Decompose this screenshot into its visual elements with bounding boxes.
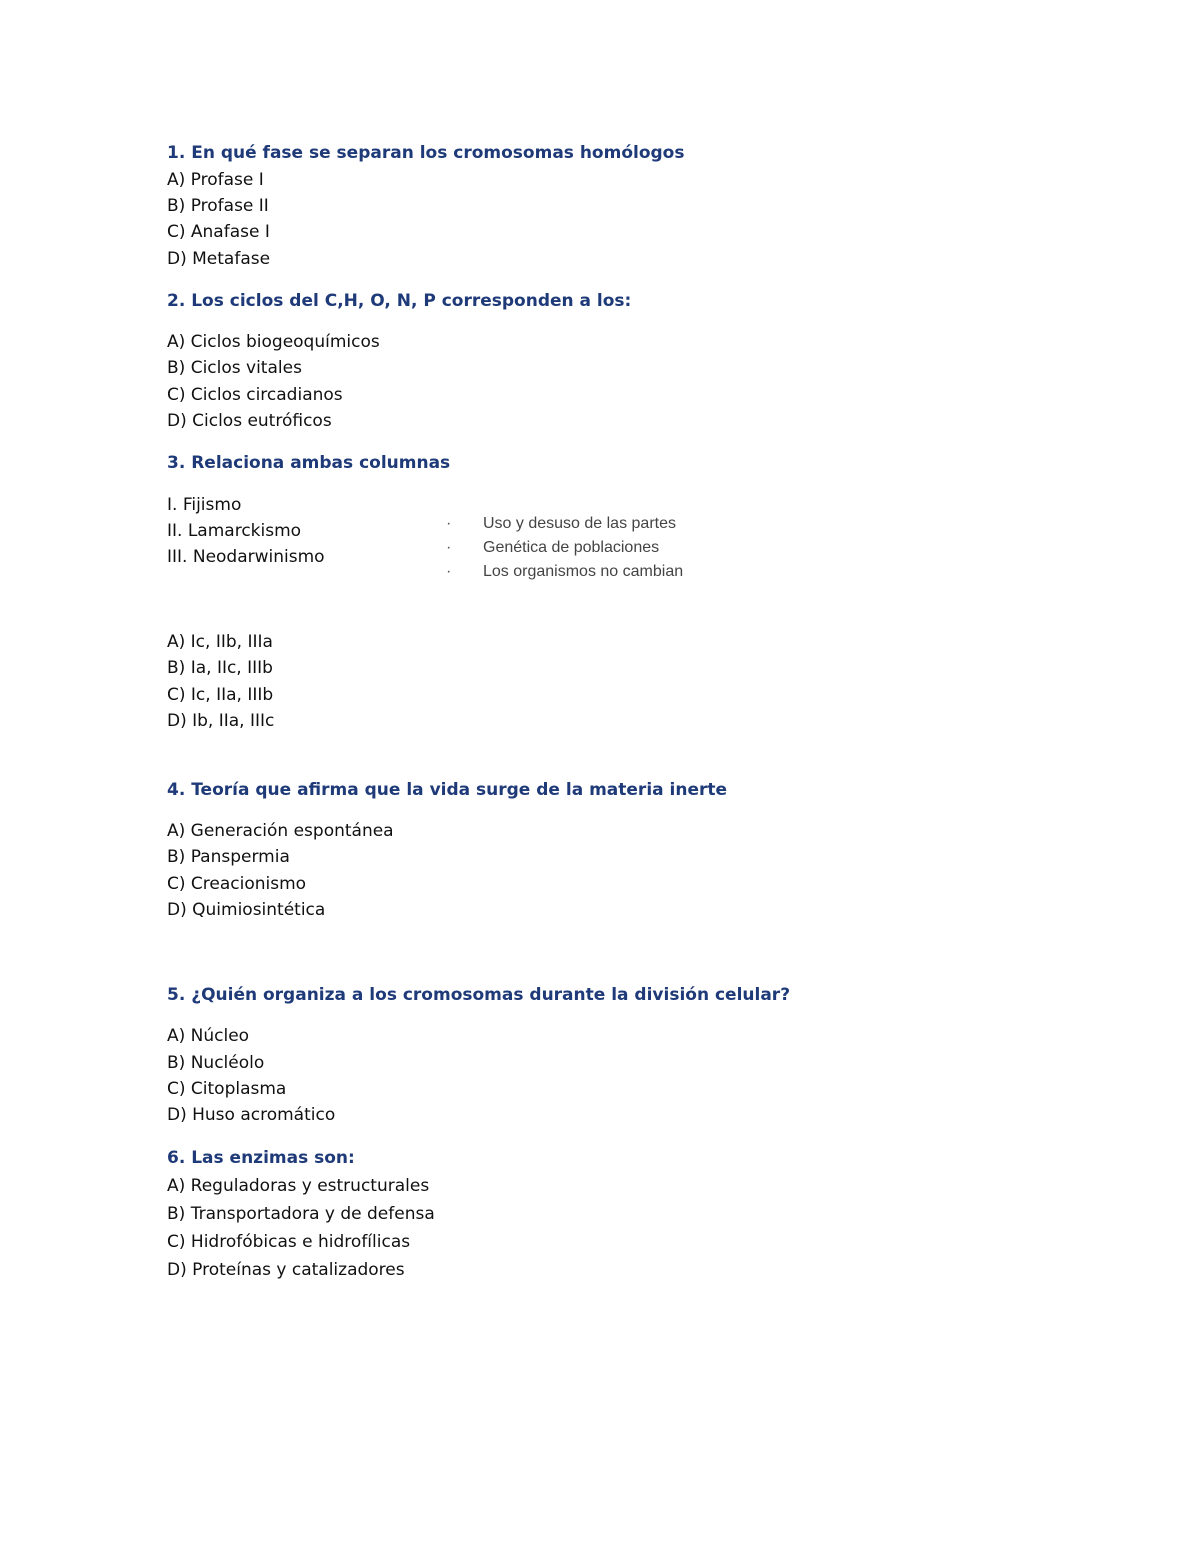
question-5-option-a: A) Núcleo [167, 1026, 250, 1046]
question-4-option-a: A) Generación espontánea [167, 821, 394, 841]
bullet-icon: · [446, 539, 452, 556]
question-4-option-b: B) Panspermia [167, 847, 290, 867]
question-3-title: 3. Relaciona ambas columnas [167, 453, 451, 473]
question-3-left-item-1: I. Fijismo [167, 495, 242, 515]
question-2-title: 2. Los ciclos del C,H, O, N, P corresponden a los: [167, 291, 632, 311]
question-6-option-a: A) Reguladoras y estructurales [167, 1176, 430, 1196]
question-2-option-b: B) Ciclos vitales [167, 358, 302, 378]
question-4-option-c: C) Creacionismo [167, 874, 307, 894]
question-3-right-item-1-text: Uso y desuso de las partes [483, 515, 676, 532]
question-6-option-d: D) Proteínas y catalizadores [167, 1260, 405, 1280]
question-2-option-c: C) Ciclos circadianos [167, 385, 343, 405]
question-5-title: 5. ¿Quién organiza a los cromosomas durante la división celular? [167, 985, 791, 1005]
question-3-option-c: C) Ic, IIa, IIIb [167, 685, 274, 705]
bullet-icon: · [446, 563, 452, 580]
question-3-left-item-3: III. Neodarwinismo [167, 547, 325, 567]
question-3-option-b: B) Ia, IIc, IIIb [167, 658, 273, 678]
bullet-icon: · [446, 515, 452, 532]
question-3-option-d: D) Ib, IIa, IIIc [167, 711, 275, 731]
question-3-left-item-2: II. Lamarckismo [167, 521, 302, 541]
question-6-option-b: B) Transportadora y de defensa [167, 1204, 435, 1224]
question-3-option-a: A) Ic, IIb, IIIa [167, 632, 273, 652]
question-1-option-d: D) Metafase [167, 249, 271, 269]
question-3-right-item-1 [446, 513, 676, 535]
question-6-title: 6. Las enzimas son: [167, 1148, 355, 1168]
question-1-option-c: C) Anafase I [167, 222, 270, 242]
question-5-option-d: D) Huso acromático [167, 1105, 336, 1125]
question-3-right-item-3 [446, 561, 683, 583]
question-3-right-item-2 [446, 537, 659, 559]
question-2-option-a: A) Ciclos biogeoquímicos [167, 332, 380, 352]
question-3-right-item-2-text: Genética de poblaciones [483, 539, 660, 556]
question-1-option-a: A) Profase I [167, 170, 264, 190]
question-3-right-item-3-text: Los organismos no cambian [483, 563, 684, 580]
question-5-option-b: B) Nucléolo [167, 1053, 265, 1073]
question-5-option-c: C) Citoplasma [167, 1079, 287, 1099]
question-2-option-d: D) Ciclos eutróficos [167, 411, 332, 431]
question-4-title: 4. Teoría que afirma que la vida surge de la materia inerte [167, 780, 728, 800]
question-6-option-c: C) Hidrofóbicas e hidrofílicas [167, 1232, 411, 1252]
question-1-option-b: B) Profase II [167, 196, 269, 216]
question-1-title: 1. En qué fase se separan los cromosomas homólogos [167, 143, 685, 163]
question-4-option-d: D) Quimiosintética [167, 900, 326, 920]
